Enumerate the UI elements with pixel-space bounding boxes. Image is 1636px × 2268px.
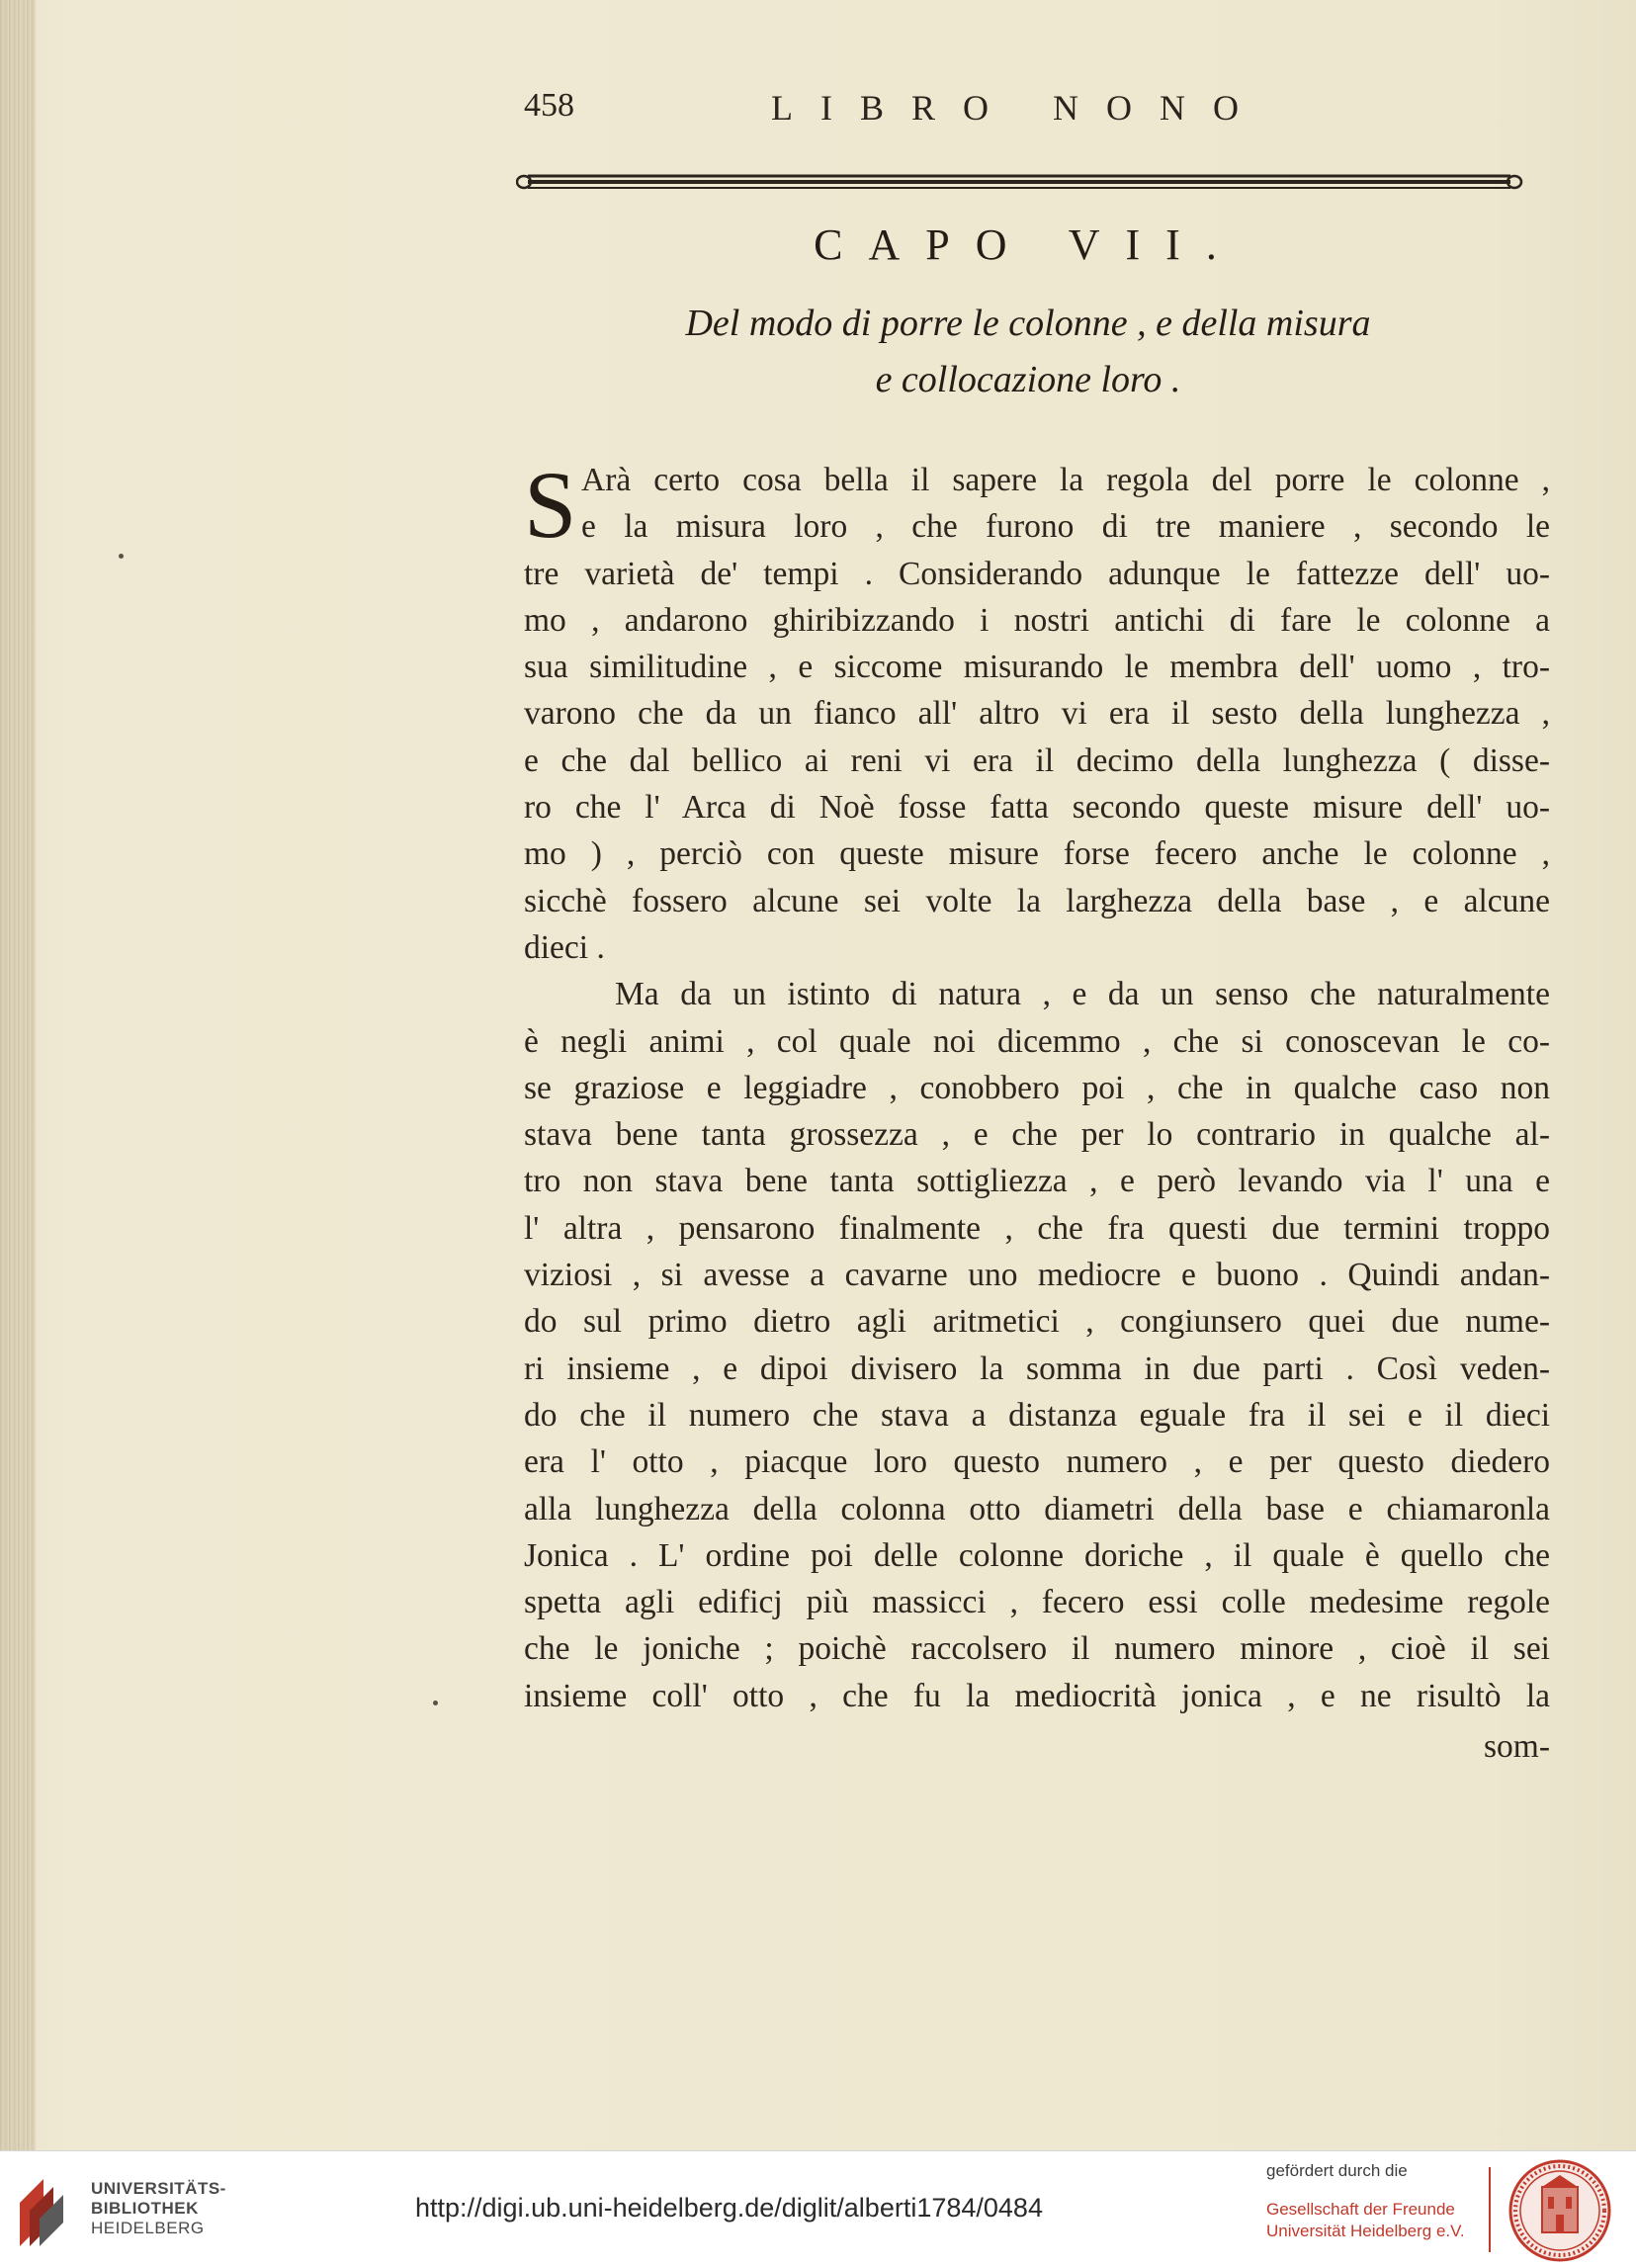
library-name-line-1: UNIVERSITÄTS- — [91, 2179, 226, 2198]
body-text — [524, 452, 1550, 1719]
library-name-line-3: HEIDELBERG — [91, 2219, 205, 2237]
text-line: dieci . — [524, 928, 605, 966]
text-line: che le joniche ; poichè raccolsero il numero minore , cioè il sei — [524, 1630, 1550, 1668]
text-line: tro non stava bene tanta sottigliezza , e però levando via l' una e — [524, 1163, 1550, 1200]
funded-by-label: gefördert durch die — [1266, 2161, 1408, 2180]
text-line: se graziose e leggiadre , conobbero poi , che in qualche caso non — [524, 1069, 1550, 1106]
society-name — [1266, 2199, 1465, 2242]
text-line: e che dal bellico ai reni vi era il decimo della lunghezza ( disse- — [524, 741, 1550, 779]
ornamental-rule — [516, 170, 1524, 194]
society-name-line-1: Gesellschaft der Freunde — [1266, 2200, 1455, 2219]
catchword: som- — [1484, 1728, 1550, 1765]
text-line: sicchè fossero alcune sei volte la larghezza della base , e alcune — [524, 882, 1550, 919]
university-seal-icon — [1507, 2157, 1613, 2264]
text-line: ri insieme , e dipoi divisero la somma in due parti . Così veden- — [524, 1350, 1550, 1387]
text-line: tre varietà de' tempi . Considerando adunque le fattezze dell' uo- — [524, 555, 1550, 592]
library-logo-icon — [14, 2173, 75, 2250]
text-line: Jonica . L' ordine poi delle colonne doriche , il quale è quello che — [524, 1536, 1550, 1574]
text-line: stava bene tanta grossezza , e che per lo contrario in qualche al- — [524, 1116, 1550, 1154]
text-line: mo ) , perciò con queste misure forse fecero anche le colonne , — [524, 835, 1550, 873]
text-line: do sul primo dietro agli aritmetici , congiunsero quei due nume- — [524, 1303, 1550, 1341]
page-number: 458 — [524, 87, 574, 124]
text-line: alla lunghezza della colonna otto diametri della base e chiamaronla — [524, 1490, 1550, 1527]
paper-speck — [119, 554, 124, 559]
book-spine-shadow — [0, 0, 36, 2150]
text-line: l' altra , pensarono finalmente , che fra questi due termini troppo — [524, 1209, 1550, 1247]
page-header — [524, 87, 1532, 136]
library-name — [91, 2179, 226, 2238]
text-line: e la misura loro , che furono di tre maniere , secondo le — [581, 508, 1550, 546]
text-line: era l' otto , piacque loro questo numero , e per questo diedero — [524, 1443, 1550, 1481]
permalink-url[interactable]: http://digi.ub.uni-heidelberg.de/diglit/alberti1784/0484 — [415, 2193, 1043, 2223]
digitization-footer — [0, 2150, 1636, 2268]
text-line: varono che da un fianco all' altro vi era il sesto della lunghezza , — [524, 695, 1550, 733]
library-name-line-2: BIBLIOTHEK — [91, 2199, 199, 2218]
text-line: Ma da un istinto di natura , e da un senso che naturalmente — [615, 976, 1550, 1013]
drop-cap: S — [524, 452, 577, 558]
chapter-title: CAPO VII. — [814, 220, 1243, 269]
text-line: Arà certo cosa bella il sapere la regola del porre le colonne , — [581, 462, 1550, 498]
text-line: insieme coll' otto , che fu la mediocrità jonica , e ne risultò la — [524, 1677, 1550, 1714]
chapter-subtitle-line-1: Del modo di porre le colonne , e della misura — [685, 303, 1371, 344]
text-line: spetta agli edificj più massicci , fecero essi colle medesime regole — [524, 1584, 1550, 1621]
text-line: ro che l' Arca di Noè fosse fatta secondo queste misure dell' uo- — [524, 789, 1550, 827]
text-line: do che il numero che stava a distanza eguale fra il sei e il dieci — [524, 1396, 1550, 1434]
text-line: mo , andarono ghiribizzando i nostri antichi di fare le colonne a — [524, 601, 1550, 639]
footer-divider — [1489, 2167, 1491, 2252]
running-head: LIBRO NONO — [771, 88, 1266, 128]
society-name-line-2: Universität Heidelberg e.V. — [1266, 2222, 1465, 2240]
text-line: è negli animi , col quale noi dicemmo , che si conoscevan le co- — [524, 1022, 1550, 1060]
paper-speck — [433, 1701, 438, 1705]
text-line: sua similitudine , e siccome misurando le membra dell' uomo , tro- — [524, 649, 1550, 686]
chapter-subtitle-line-2: e collocazione loro . — [875, 359, 1181, 400]
text-line: viziosi , si avesse a cavarne uno mediocre e buono . Quindi andan- — [524, 1257, 1550, 1294]
